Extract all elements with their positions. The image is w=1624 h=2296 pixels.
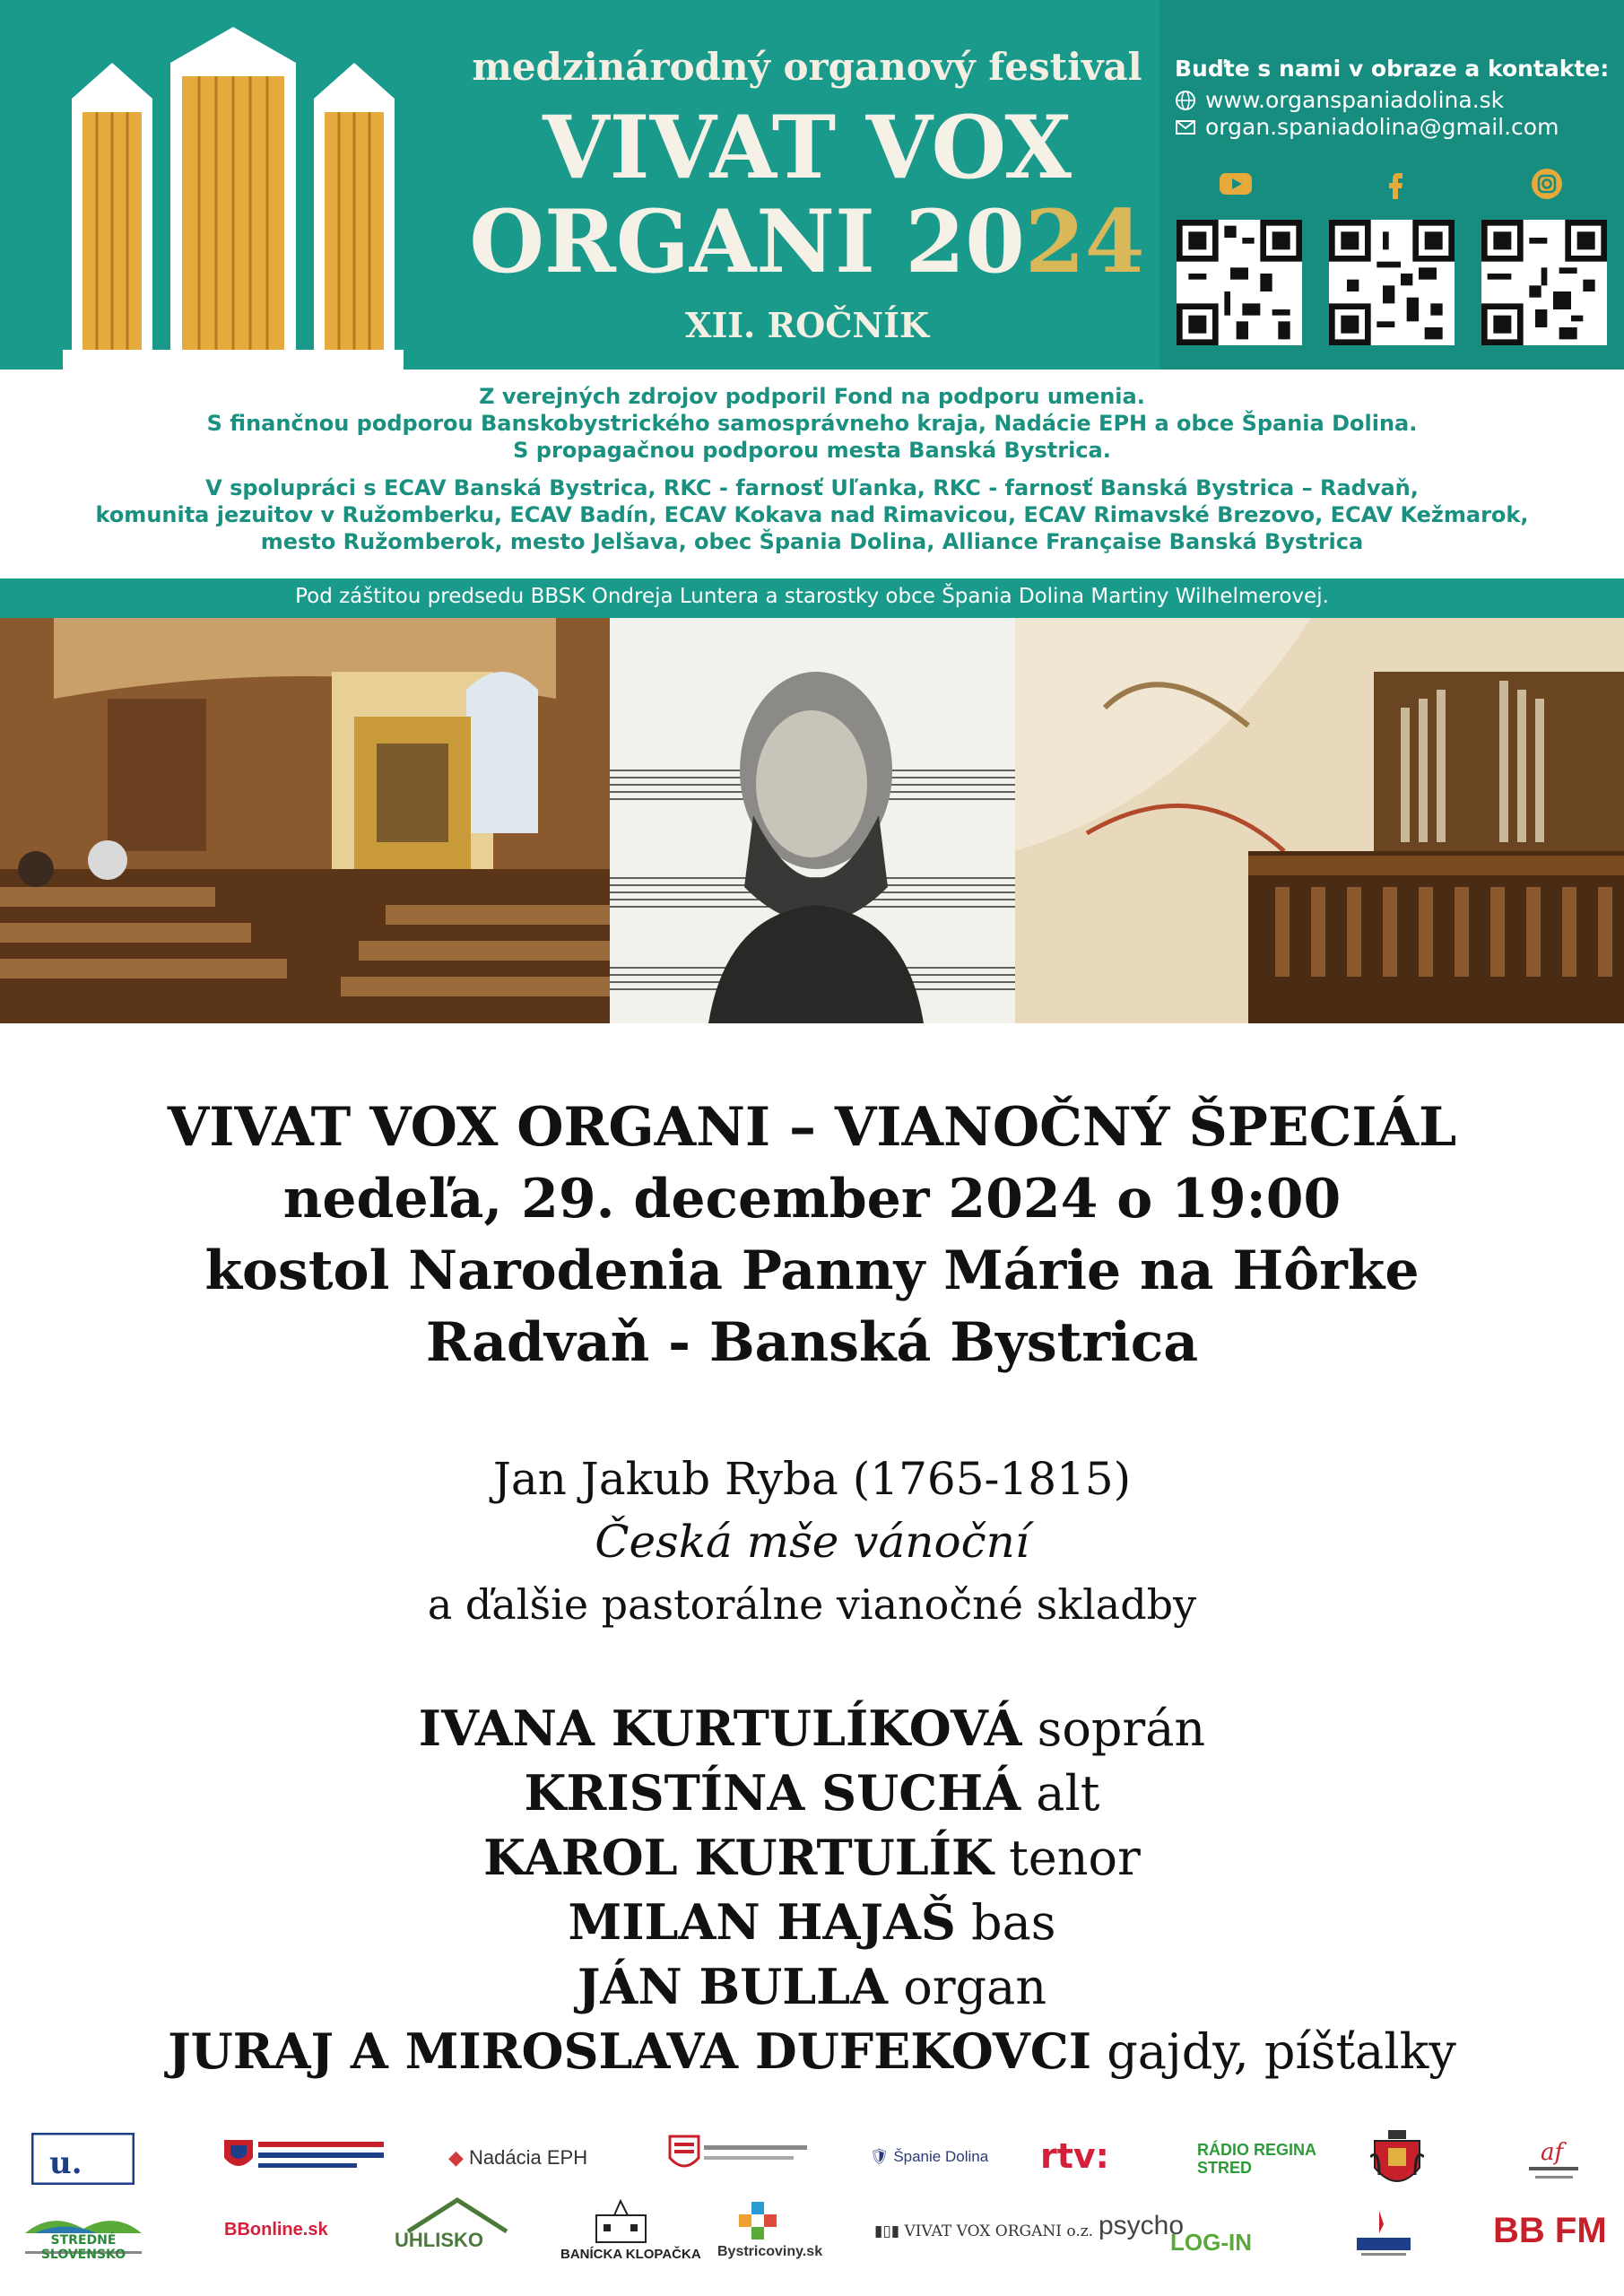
fpu-logo: [31, 2133, 135, 2185]
log-in-logo: LOG-IN: [1170, 2229, 1252, 2256]
performer-organ: [0, 1958, 1624, 2015]
bystricoviny-text: Bystricoviny.sk: [717, 2244, 823, 2259]
sponsor-line-2: S finančnou podporou Banskobystrického samosprávneho kraja, Nadácie EPH a obce Špania Dolina.: [206, 411, 1418, 436]
performer-role: organ: [903, 1959, 1047, 2015]
performer-role: bas: [971, 1894, 1056, 1951]
bystricoviny-icon: [734, 2202, 783, 2242]
contact-heading: Buďte s nami v obraze a kontakte:: [1175, 56, 1610, 82]
youtube-icon[interactable]: [1218, 166, 1254, 202]
svg-text:u.: u.: [49, 2145, 83, 2181]
performer-name: IVANA KURTULÍKOVÁ: [418, 1700, 1022, 1757]
spania-dolina-logo-text: Španie Dolina: [893, 2148, 989, 2165]
banicka-klopacka-text: BANÍCKA KLOPAČKA: [560, 2247, 701, 2262]
work-title: Česká mše vánoční: [595, 1516, 1029, 1568]
spania-dolina-logo: [870, 2148, 988, 2166]
performer-role: tenor: [1009, 1830, 1141, 1886]
festival-title-line2: [466, 193, 1148, 291]
svg-text:af: af: [1541, 2139, 1564, 2166]
performer-name: JÁN BULLA: [577, 1958, 889, 2015]
eph-logo-text: Nadácia EPH: [469, 2146, 588, 2169]
performer-role: soprán: [1037, 1700, 1206, 1757]
website-link[interactable]: www.organspaniadolina.sk: [1205, 87, 1505, 113]
sponsor-line-3: S propagačnou podporou mesta Banská Bystrica.: [513, 438, 1111, 463]
organ-loft-image: [1015, 618, 1624, 1023]
church-interior-photo: [0, 618, 610, 1023]
sponsor-line-1: Z verejných zdrojov podporil Fond na podporu umenia.: [479, 384, 1145, 409]
psycho-logo: psycho: [1099, 2211, 1185, 2240]
organ-loft-photo: [1015, 618, 1624, 1023]
performer-bagpipes: [0, 2022, 1624, 2080]
email-link[interactable]: organ.spaniadolina@gmail.com: [1205, 114, 1559, 140]
eph-diamond-icon: ◆: [448, 2146, 470, 2169]
sponsor-line-5: komunita jezuitov v Ružomberku, ECAV Badín, ECAV Kokava nad Rimavicou, ECAV Rimavské Brezovo, ECAV Kežmarok,: [95, 502, 1529, 527]
banicka-klopacka-logo: [587, 2199, 655, 2244]
bb-fm-logo: BB FM: [1493, 2211, 1607, 2250]
festival-subtitle: medzinárodný organový festival: [472, 45, 1142, 89]
alliance-francaise-logo: [1524, 2133, 1583, 2188]
website-row[interactable]: [1175, 87, 1614, 113]
performer-role: alt: [1036, 1765, 1100, 1822]
title-year-prefix: ORGANI 20: [469, 191, 1025, 292]
email-row[interactable]: [1175, 114, 1614, 140]
globe-icon: [1175, 90, 1196, 111]
patronage-text: Pod záštitou predsedu BBSK Ondreja Luntera a starostky obce Špania Dolina Martiny Wilhelmerovej.: [295, 585, 1329, 608]
event-venue: kostol Narodenia Panny Márie na Hôrke: [204, 1239, 1420, 1302]
performer-role: gajdy, píšťalky: [1107, 2023, 1456, 2080]
stredne-slovensko-text: STREDNÉ SLOVENSKO: [40, 2233, 126, 2262]
city-coat-of-arms-logo: [1370, 2130, 1424, 2193]
performer-alto: [0, 1764, 1624, 1822]
composer: Jan Jakub Ryba (1765-1815): [492, 1453, 1132, 1505]
event-title: VIVAT VOX ORGANI – VIANOČNÝ ŠPECIÁL: [167, 1096, 1457, 1159]
performer-bass: [0, 1893, 1624, 1951]
qr-code-youtube[interactable]: [1177, 220, 1302, 345]
vivat-vox-organi-oz-text: VIVAT VOX ORGANI o.z.: [904, 2222, 1094, 2240]
partner-logo: [1352, 2206, 1415, 2260]
performer-name: KRISTÍNA SUCHÁ: [524, 1764, 1021, 1822]
qr-code-facebook[interactable]: [1329, 220, 1455, 345]
vivat-vox-organi-oz-logo: [874, 2222, 1093, 2240]
crest-icon: 🛡: [870, 2148, 894, 2165]
eph-logo: [448, 2146, 587, 2170]
banska-bystrica-logo: [668, 2135, 812, 2175]
more-works: a ďalšie pastorálne vianočné skladby: [427, 1580, 1197, 1629]
rtvs-logo: rtv:: [1040, 2136, 1109, 2176]
performer-name: MILAN HAJAŠ: [568, 1893, 956, 1951]
bbonline-logo: BBonline.sk: [224, 2220, 328, 2239]
uhlisko-text: UHLISKO: [395, 2229, 483, 2251]
church-interior-image: [0, 618, 610, 1023]
ryba-portrait-photo: [610, 618, 1015, 1023]
facebook-icon[interactable]: [1377, 166, 1413, 202]
performer-soprano: [0, 1700, 1624, 1757]
sponsor-line-6: mesto Ružomberok, mesto Jelšava, obec Špania Dolina, Alliance Française Banská Bystrica: [260, 529, 1364, 554]
performer-name: JURAJ A MIROSLAVA DUFEKOVCI: [168, 2022, 1092, 2080]
radio-regina-logo: RÁDIO REGINA STRED: [1197, 2141, 1316, 2177]
performer-name: KAROL KURTULÍK: [483, 1829, 994, 1886]
performer-tenor: [0, 1829, 1624, 1886]
instagram-icon[interactable]: [1529, 166, 1565, 202]
festival-edition: XII. ROČNÍK: [685, 305, 929, 345]
organ-pipes-logo: [63, 27, 404, 370]
festival-title-line1: VIVAT VOX: [543, 97, 1072, 198]
event-city: Radvaň - Banská Bystrica: [425, 1311, 1199, 1374]
bbsk-logo: [222, 2136, 393, 2177]
qr-code-instagram[interactable]: [1481, 220, 1607, 345]
sponsor-line-4: V spolupráci s ECAV Banská Bystrica, RKC - farnosť Uľanka, RKC - farnosť Banská Bystrica – Radvaň,: [205, 475, 1419, 500]
ryba-portrait-image: [610, 618, 1015, 1023]
organ-pipes-icon: ▮▯▮: [874, 2222, 905, 2240]
title-year-accent: 24: [1024, 191, 1145, 292]
event-date: nedeľa, 29. december 2024 o 19:00: [282, 1168, 1342, 1231]
mail-icon: [1175, 117, 1196, 138]
